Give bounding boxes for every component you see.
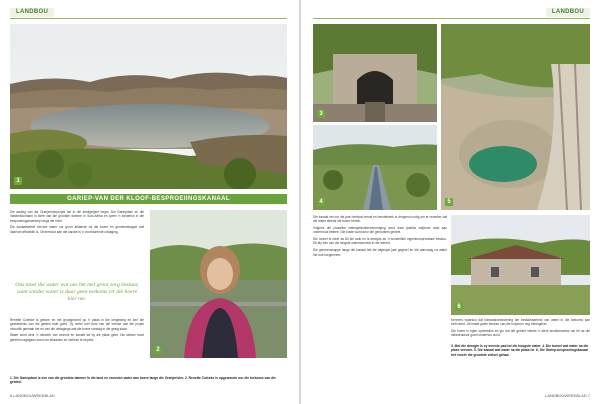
paragraph: Renette Coleske is gebore en het grootgeword op 'n plaas in die omgewing en ken die geskiedenis van die gebied baie goed. Sy vertel met trots van die mense wat die projek moontlik gemaak het en van die uitdagings wat die boere vandag in die gesig staar. [10, 318, 144, 331]
canal-photo [313, 125, 437, 210]
header-rule [10, 18, 287, 19]
page-folio: LANDBOUWEEKBLAD 7 [545, 393, 590, 398]
right-page [301, 0, 600, 404]
photo-number-badge: 1 [14, 177, 22, 185]
paragraph: Die kanaalstelsel vervoer water oor groot afstande na die boere en gemeenskappe wat daarvan afhanklik is. Onderhoud aan die kanale is 'n voortdurende uitdaging. [10, 225, 144, 234]
paragraph: Volgens die plaaslike watergebruikersvereniging word daar jaarliks miljoene rand aan onderhoud bestee. Die koste word deur die gebruikers gedeel. [313, 226, 447, 235]
section-tab: LANDBOU [546, 8, 590, 17]
body-text-left [10, 318, 144, 370]
photo-caption: 1. Die Gariepdam is een van die grootste damme in die land en voorsien water aan boere langs die Oranjerivier. 2. Renette Coleske is opgewonde oor die toekoms van die gebied. [10, 376, 276, 385]
photo-caption: 3. Met die droogte is sy meeste pad tot die hoogste water. 4. Die tonnel wat water na die plase vervoer. 5. Die kanaal wat water na die plaas lei. 6. Die Gariep-besproeiingskanaal het vroeër die grootste stelsel gehad. [451, 344, 589, 357]
intro-text [10, 210, 144, 280]
paragraph: Water word deur 'n netwerk van tonnels en kanale tot by die plase gelei. Die stelsel moet gereeld nagegaan word om lekkasies en verliese te beperk. [10, 333, 144, 342]
section-banner: GARIEP-VAN DER KLOOF-BESPROEIINGSKANAAL [10, 194, 287, 204]
tunnel-photo [313, 24, 437, 122]
portrait-photo [150, 210, 287, 358]
empty-dam-photo [441, 24, 590, 210]
paragraph: Die gemeenskappe langs die kanaal het die afgelope jare gegroei en die aanvraag na water het ook toegeneem. [313, 248, 447, 257]
left-page [0, 0, 299, 404]
header-rule [313, 18, 590, 19]
paragraph: Die tonnel is meer as 80 km lank en is destyds as 'n wonderlike ingenieursprestasie beskou. Dit bly een van die langste waterstonnels in die wêreld. [313, 237, 447, 246]
paragraph: Die kanaal het oor die jare heelwat verval en herstelwerk is dringend nodig om te verseker dat die water steeds die boere bereik. [313, 215, 447, 224]
photo-number-badge: 2 [154, 346, 162, 354]
body-text-col2 [451, 318, 590, 342]
photo-number-badge: 5 [445, 198, 453, 206]
body-text-col1 [313, 215, 447, 385]
photo-number-badge: 4 [317, 198, 325, 206]
page-folio: 6 LANDBOUWEEKBLAD [10, 393, 55, 398]
section-tab: LANDBOU [10, 8, 54, 17]
building-photo [451, 215, 590, 315]
paragraph: Die boere is egter optimisties en glo dat die gebied steeds 'n sterk landbousektor sal hê as die infrastruktuur goed onderhou word. [451, 329, 590, 338]
pull-quote: Ons moet die water wat ons het met groot sorg bestuur, want sonder water is daar geen toekoms vir die boere hier nie. [15, 282, 139, 302]
photo-number-badge: 3 [317, 110, 325, 118]
paragraph: Kenners waarsku dat klimaatsverandering die beskikbaarheid van water in die toekoms kan beïnvloed. Dit maak goeie bestuur van die hulpbron nog belangriker. [451, 318, 590, 327]
photo-number-badge: 6 [455, 303, 463, 311]
paragraph: Die aanleg van die Oranjerivierprojek het in die sestigerjare begin. Die Gariepdam en die Vanderkloofdam is twee van die grootste damme in Suid-Afrika en speel 'n sleutelrol in die besproeiingsboerdery langs die rivier. [10, 210, 144, 223]
dam-landscape-photo [10, 24, 287, 189]
